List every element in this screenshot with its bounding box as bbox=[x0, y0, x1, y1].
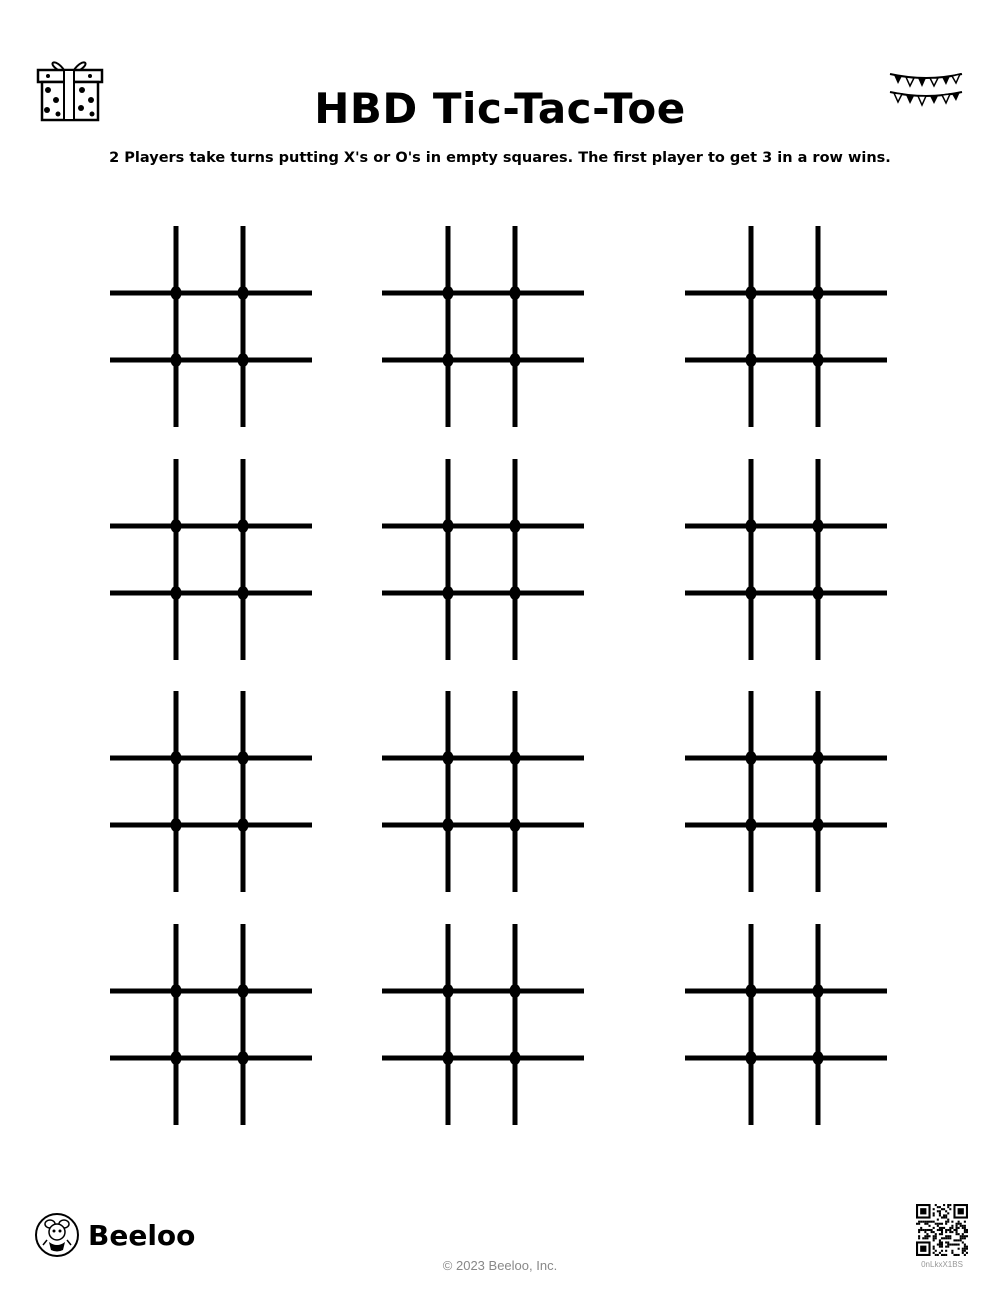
grid-joint bbox=[238, 519, 249, 533]
tic-tac-toe-board bbox=[375, 221, 585, 431]
grid-joint bbox=[813, 586, 824, 600]
grid-joint bbox=[238, 586, 249, 600]
bee-icon bbox=[34, 1212, 80, 1258]
grid-joint bbox=[510, 286, 521, 300]
grid-joint bbox=[813, 818, 824, 832]
grid-joint bbox=[746, 1051, 757, 1065]
grid-joint bbox=[171, 286, 182, 300]
grid-joint bbox=[813, 286, 824, 300]
tic-tac-toe-board bbox=[375, 686, 585, 896]
grid-joint bbox=[510, 751, 521, 765]
grid-joint bbox=[443, 984, 454, 998]
tic-tac-toe-board bbox=[103, 686, 313, 896]
page-title: HBD Tic-Tac-Toe bbox=[314, 84, 686, 133]
grid-joint bbox=[443, 286, 454, 300]
page-code: 0nLkxX1BS bbox=[921, 1260, 963, 1269]
copyright-text: © 2023 Beeloo, Inc. bbox=[442, 1258, 558, 1273]
grid-joint bbox=[171, 984, 182, 998]
tic-tac-toe-board bbox=[375, 919, 585, 1129]
grid-joint bbox=[443, 353, 454, 367]
grid-joint bbox=[510, 519, 521, 533]
grid-joint bbox=[746, 984, 757, 998]
grid-joint bbox=[813, 519, 824, 533]
grid-joint bbox=[813, 1051, 824, 1065]
grid-joint bbox=[746, 586, 757, 600]
grid-joint bbox=[171, 353, 182, 367]
brand-logo bbox=[34, 1212, 195, 1258]
tic-tac-toe-board bbox=[678, 686, 888, 896]
tic-tac-toe-board bbox=[103, 454, 313, 664]
tic-tac-toe-board bbox=[103, 221, 313, 431]
grid-joint bbox=[171, 751, 182, 765]
tic-tac-toe-board bbox=[103, 919, 313, 1129]
grid-joint bbox=[510, 586, 521, 600]
grid-joint bbox=[746, 519, 757, 533]
grid-joint bbox=[443, 818, 454, 832]
grid-joint bbox=[813, 353, 824, 367]
grid-joint bbox=[238, 818, 249, 832]
grid-joint bbox=[443, 586, 454, 600]
grid-joint bbox=[171, 586, 182, 600]
grid-joint bbox=[510, 818, 521, 832]
grid-joint bbox=[443, 1051, 454, 1065]
grid-joint bbox=[746, 286, 757, 300]
grid-joint bbox=[238, 1051, 249, 1065]
grid-joint bbox=[510, 353, 521, 367]
grid-joint bbox=[238, 984, 249, 998]
grid-joint bbox=[510, 984, 521, 998]
grid-joint bbox=[171, 818, 182, 832]
brand-name: Beeloo bbox=[88, 1218, 196, 1252]
grid-joint bbox=[238, 286, 249, 300]
grid-joint bbox=[171, 519, 182, 533]
tic-tac-toe-board bbox=[375, 454, 585, 664]
grid-joint bbox=[746, 353, 757, 367]
grid-joint bbox=[443, 519, 454, 533]
grid-joint bbox=[813, 751, 824, 765]
tic-tac-toe-board bbox=[678, 454, 888, 664]
grid-joint bbox=[746, 818, 757, 832]
grid-joint bbox=[746, 751, 757, 765]
tic-tac-toe-board bbox=[678, 919, 888, 1129]
qr-code-icon bbox=[916, 1204, 968, 1256]
grid-joint bbox=[510, 1051, 521, 1065]
tic-tac-toe-board bbox=[678, 221, 888, 431]
grid-joint bbox=[813, 984, 824, 998]
grid-joint bbox=[238, 353, 249, 367]
grid-joint bbox=[443, 751, 454, 765]
instructions-text: 2 Players take turns putting X's or O's in empty squares. The first player to get 3 in a row wins. bbox=[109, 150, 891, 166]
grid-joint bbox=[238, 751, 249, 765]
grid-joint bbox=[171, 1051, 182, 1065]
